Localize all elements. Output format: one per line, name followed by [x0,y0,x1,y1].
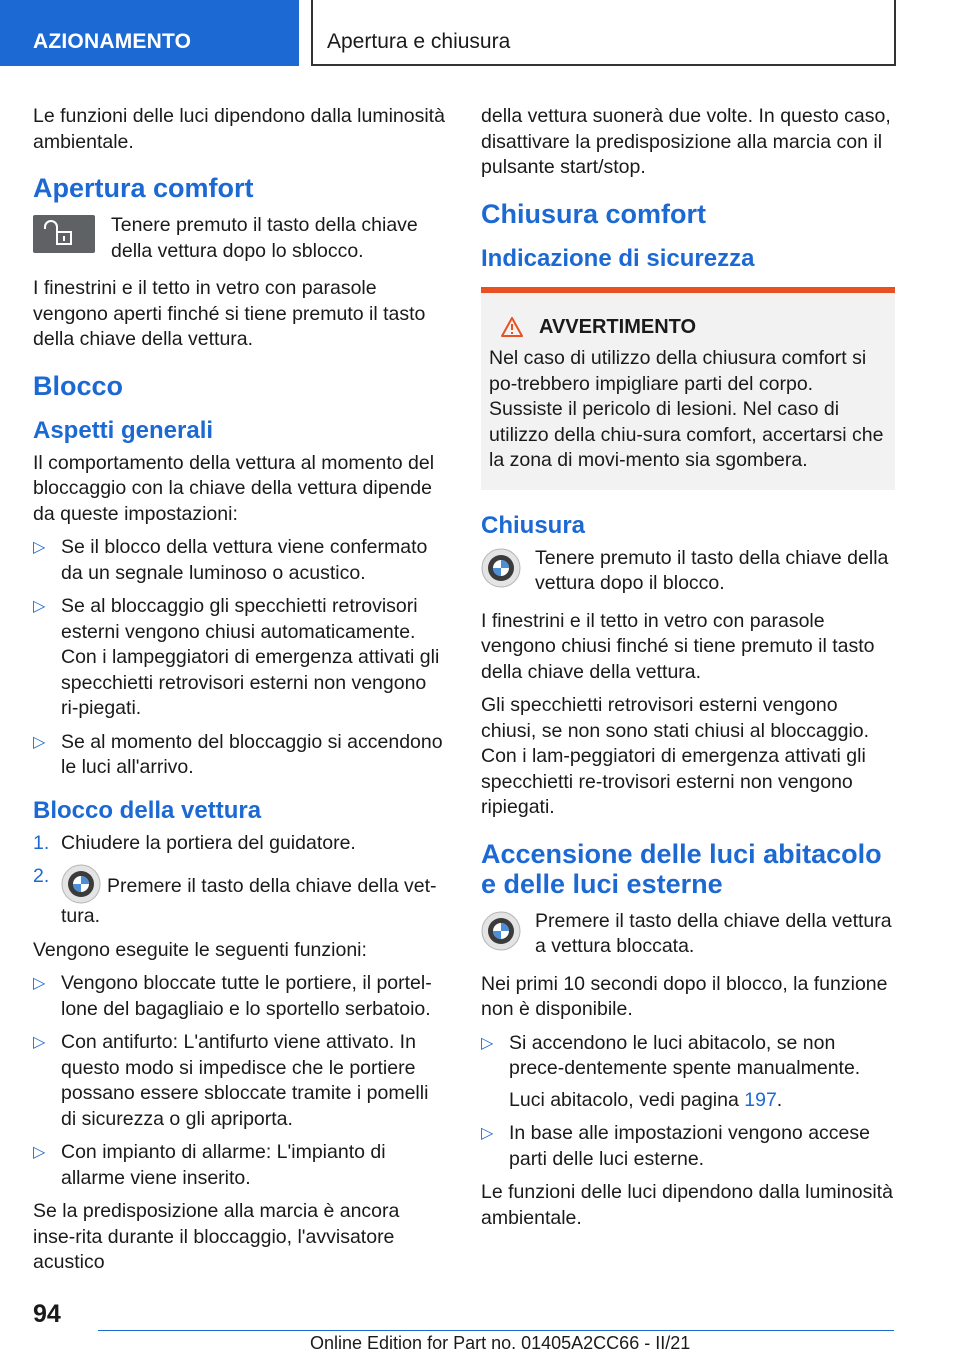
right-column [481,104,895,1239]
list-item: ▷ Con antifurto: L'antifurto viene attivato. In questo modo si impedisce che le portiere possano essere sbloccate tramite i pomelli di sicurezza o gli apriporta. [33,1031,429,1130]
unlock-key-row [33,213,447,264]
triangle-bullet-icon: ▷ [481,1125,494,1142]
lights-body: Nei primi 10 secondi dopo il blocco, la funzione non è disponibile. [481,972,888,1020]
page-link[interactable]: 197 [744,1088,777,1111]
lights-outro: Le funzioni delle luci dipendono dalla luminosità ambientale. [481,1181,893,1229]
chapter-title: Apertura e chiusura [327,30,511,53]
warning-title: AVVERTIMENTO [489,315,887,341]
unlock-key-icon [33,215,95,253]
section-tab [0,0,299,66]
list-item: ▷ Si accendono le luci abitacolo, se non prece-dentemente spente manualmente. Luci abitacolo, vedi pagina 197. [481,1031,895,1114]
heading-safety: Indicazione di sicurezza [481,244,755,272]
heading-vehicle-lock: Blocco della vettura [33,796,262,824]
closing-key-text: Tenere premuto il tasto della chiave della vettura dopo il blocco. [535,546,889,594]
closing-body-2: Gli specchietti retrovisori esterni vengono chiusi, se non sono stati chiusi al bloccaggio. Con i lam-peggiatori di emergenza attivati gli specchietti re-trovisori esterni non vengono ripiegati. [481,694,870,818]
general-list [33,535,447,781]
page-number: 94 [33,1300,61,1328]
closing-body-1: I finestrini e il tetto in vetro con parasole vengono chiusi finché si tiene premuto il tasto della chiave della vettura. [481,609,875,683]
step-item: 2. Premere il tasto della chiave della vet-tura. [33,865,437,927]
triangle-bullet-icon: ▷ [33,733,46,751]
warning-triangle-icon [501,317,523,337]
heading-lights: Accensione delle luci abitacolo e delle luci esterne [481,838,882,899]
general-body: Il comportamento della vettura al momento del bloccaggio con la chiave della vettura dipende da queste impostazioni: [33,451,435,525]
triangle-bullet-icon: ▷ [33,598,46,615]
footer-divider [98,1330,894,1331]
list-item: ▷ Se al momento del bloccaggio si accendono le luci all'arrivo. [33,730,443,778]
list-item: ▷ Con impianto di allarme: L'impianto di allarme viene inserito. [33,1141,386,1189]
edition-label: Online Edition for Part no. 01405A2CC66 - II/21 [310,1333,691,1353]
bmw-key-button-icon [61,864,101,904]
triangle-bullet-icon: ▷ [481,1034,494,1052]
unlock-key-text: Tenere premuto il tasto della chiave della vettura dopo lo sblocco. [111,214,418,262]
section-title: AZIONAMENTO [33,30,192,53]
functions-intro: Vengono eseguite le seguenti funzioni: [33,938,367,961]
bmw-key-button-icon [481,548,521,588]
list-item: ▷ Vengono bloccate tutte le portiere, il portel-lone del bagagliaio e lo sportello serbatoio. [33,972,432,1020]
comfort-open-body: I finestrini e il tetto in vetro con parasole vengono aperti finché si tiene premuto il tasto della chiave della vettura. [33,277,426,350]
lights-key-text: Premere il tasto della chiave della vettura a vettura bloccata. [535,909,892,957]
list-item: ▷ In base alle impostazioni vengono accese parti delle luci esterne. [481,1122,870,1170]
intro-paragraph: Le funzioni delle luci dipendono dalla luminosità ambientale. [33,105,445,153]
lights-key-row [481,909,895,960]
page-header [0,0,960,66]
bmw-key-button-icon [481,911,521,951]
continued-paragraph: della vettura suonerà due volte. In questo caso, disattivare la predisposizione alla marcia con il pulsante start/stop. [481,105,891,178]
list-item: ▷ Se il blocco della vettura viene confermato da un segnale luminoso o acustico. [33,536,428,584]
heading-closing: Chiusura [481,511,586,539]
functions-list [33,971,447,1191]
heading-general: Aspetti generali [33,416,214,444]
page-reference: Luci abitacolo, vedi pagina 197. [509,1088,783,1111]
chapter-tab [311,0,896,66]
list-item: ▷ Se al bloccaggio gli specchietti retrovisori esterni vengono chiusi automaticamente. Con i lampeggiatori di emergenza attivati gli specchietti retrovisori esterni non vengono ri-piegati. [33,595,440,719]
lock-steps [33,831,447,930]
heading-comfort-close: Chiusura comfort [481,198,707,229]
triangle-bullet-icon: ▷ [33,975,46,992]
heading-comfort-open: Apertura comfort [33,173,254,203]
triangle-bullet-icon: ▷ [33,1144,46,1161]
tail-paragraph: Se la predisposizione alla marcia è ancora inse-rita durante il bloccaggio, l'avvisatore acustico [33,1200,400,1273]
closing-key-row [481,546,895,597]
warning-box [481,287,895,490]
warning-body: Nel caso di utilizzo della chiusura comfort si po-trebbero impigliare parti del corpo. Sussiste il pericolo di lesioni. Nel caso di utilizzo della chiu-sura comfort, accertarsi che la zona di movi-mento sia sgombera. [489,347,884,471]
triangle-bullet-icon: ▷ [33,1034,46,1051]
step-item: 1. Chiudere la portiera del guidatore. [33,831,356,854]
left-column [33,104,447,1284]
triangle-bullet-icon: ▷ [33,539,46,556]
lights-list [481,1031,895,1173]
heading-lock: Blocco [33,370,124,401]
